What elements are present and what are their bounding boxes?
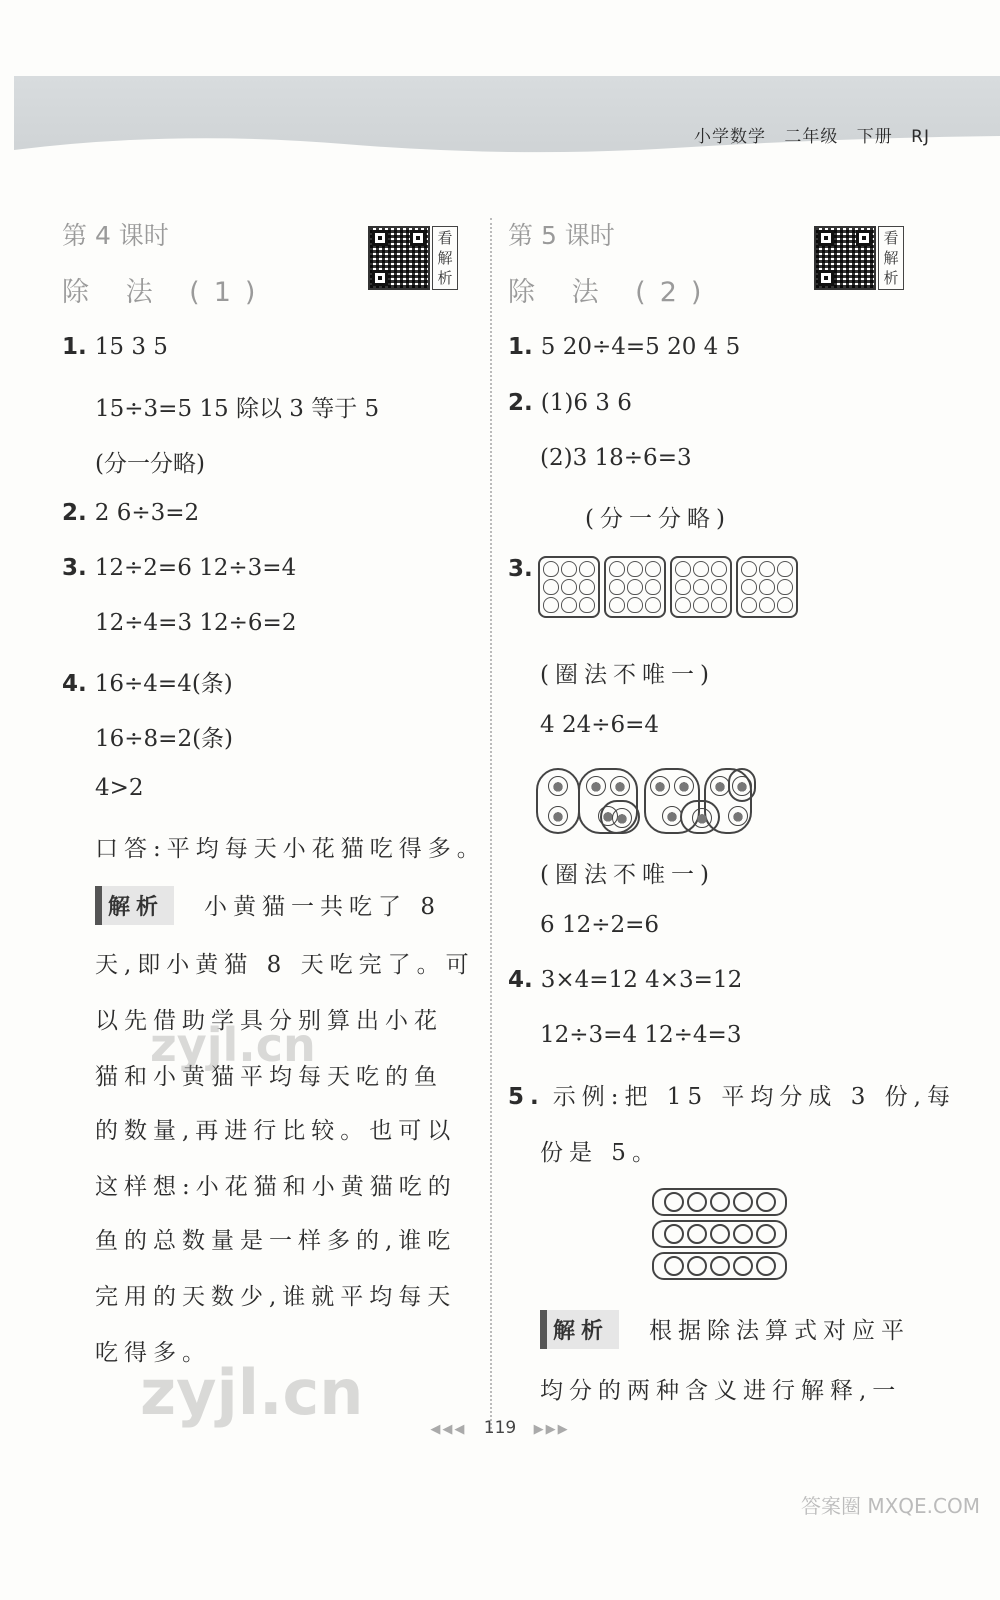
lesson-title: 第 4 课时 [62, 221, 169, 250]
analysis-line: 鱼的总数量是一样多的,谁吃 [95, 1228, 457, 1254]
lesson-subtitle: 除 法 (1) [62, 277, 270, 308]
circle-row [652, 1220, 787, 1248]
circle-row [652, 1252, 787, 1280]
analysis-line: 猫和小黄猫平均每天吃的鱼 [95, 1064, 443, 1090]
analysis-tag: 解析 [540, 1310, 619, 1349]
answer-line: (2)3 18÷6=3 [540, 445, 692, 471]
header-title: 小学数学 二年级 下册 RJ [693, 127, 930, 147]
page-number: ◀◀◀ 119 ▶▶▶ [430, 1418, 570, 1438]
answer-line: 3. [508, 556, 533, 582]
lesson-subtitle: 除 法 (2) [508, 277, 716, 308]
qr-code-icon[interactable] [368, 226, 430, 290]
qr-tag[interactable]: 看解析 [878, 226, 904, 290]
column-divider [490, 218, 492, 1433]
answer-line: 2. (1)6 3 6 [508, 390, 632, 416]
fruit-group [680, 800, 720, 834]
fruit-group [728, 768, 756, 802]
analysis-line: 以先借助学具分别算出小花 [95, 1008, 443, 1034]
answer-line: 4 24÷6=4 [540, 712, 660, 738]
answer-line: (分一分略) [585, 506, 731, 532]
answer-line: 份是 5。 [540, 1140, 661, 1166]
analysis-line: 天,即小黄猫 8 天吃完了。可 [95, 952, 475, 978]
corner-logo: 答案圈 MXQE.COM [800, 1494, 980, 1518]
answer-line: 2. 2 6÷3=2 [62, 500, 200, 526]
answer-line: 12÷3=4 12÷4=3 [540, 1022, 742, 1048]
fruit-group [600, 800, 640, 834]
answer-line: 12÷4=3 12÷6=2 [95, 610, 297, 636]
watermark: zyjl.cn [150, 1018, 316, 1072]
next-arrows-icon: ▶▶▶ [533, 1422, 570, 1437]
answer-line: 4. 3×4=12 4×3=12 [508, 967, 743, 993]
answer-line: 1. 5 20÷4=5 20 4 5 [508, 334, 741, 360]
answer-line: 1. 15 3 5 [62, 334, 168, 360]
answer-line: (圈法不唯一) [540, 862, 715, 888]
watermark: zyjl.cn [140, 1356, 364, 1429]
qr-tag[interactable]: 看解析 [432, 226, 458, 290]
answer-line: (圈法不唯一) [540, 662, 715, 688]
circle-row [652, 1188, 787, 1216]
peach-box [604, 556, 666, 618]
answer-line: 15÷3=5 15 除以 3 等于 5 [95, 396, 380, 422]
analysis-line: 的数量,再进行比较。也可以 [95, 1118, 457, 1144]
analysis-line: 这样想:小花猫和小黄猫吃的 [95, 1174, 457, 1200]
answer-line: 4. 16÷4=4(条) [62, 671, 233, 697]
qr-code-icon[interactable] [814, 226, 876, 290]
circle-groups [652, 1188, 787, 1284]
lesson-title: 第 5 课时 [508, 221, 615, 250]
answer-line: 口答:平均每天小花猫吃得多。 [95, 836, 486, 862]
answer-line: 6 12÷2=6 [540, 912, 660, 938]
analysis-block: 解析 小黄猫一共吃了 8 [95, 886, 441, 925]
answer-line: 5. 示例:把 15 平均分成 3 份,每 [508, 1084, 956, 1110]
analysis-line: 吃得多。 [95, 1340, 211, 1366]
answer-line: 3. 12÷2=6 12÷3=4 [62, 555, 297, 581]
analysis-tag: 解析 [95, 886, 174, 925]
fruit-group [536, 768, 580, 834]
prev-arrows-icon: ◀◀◀ [430, 1422, 467, 1437]
answer-line: 16÷8=2(条) [95, 726, 234, 752]
analysis-block: 解析 根据除法算式对应平 [540, 1310, 910, 1349]
peach-box [538, 556, 600, 618]
peach-box [670, 556, 732, 618]
peach-box [736, 556, 798, 618]
analysis-line: 均分的两种含义进行解释,一 [540, 1378, 902, 1404]
answer-line: 4>2 [95, 775, 144, 801]
peach-groups [538, 556, 798, 618]
analysis-line: 完用的天数少,谁就平均每天 [95, 1284, 457, 1310]
answer-line: (分一分略) [95, 451, 205, 477]
